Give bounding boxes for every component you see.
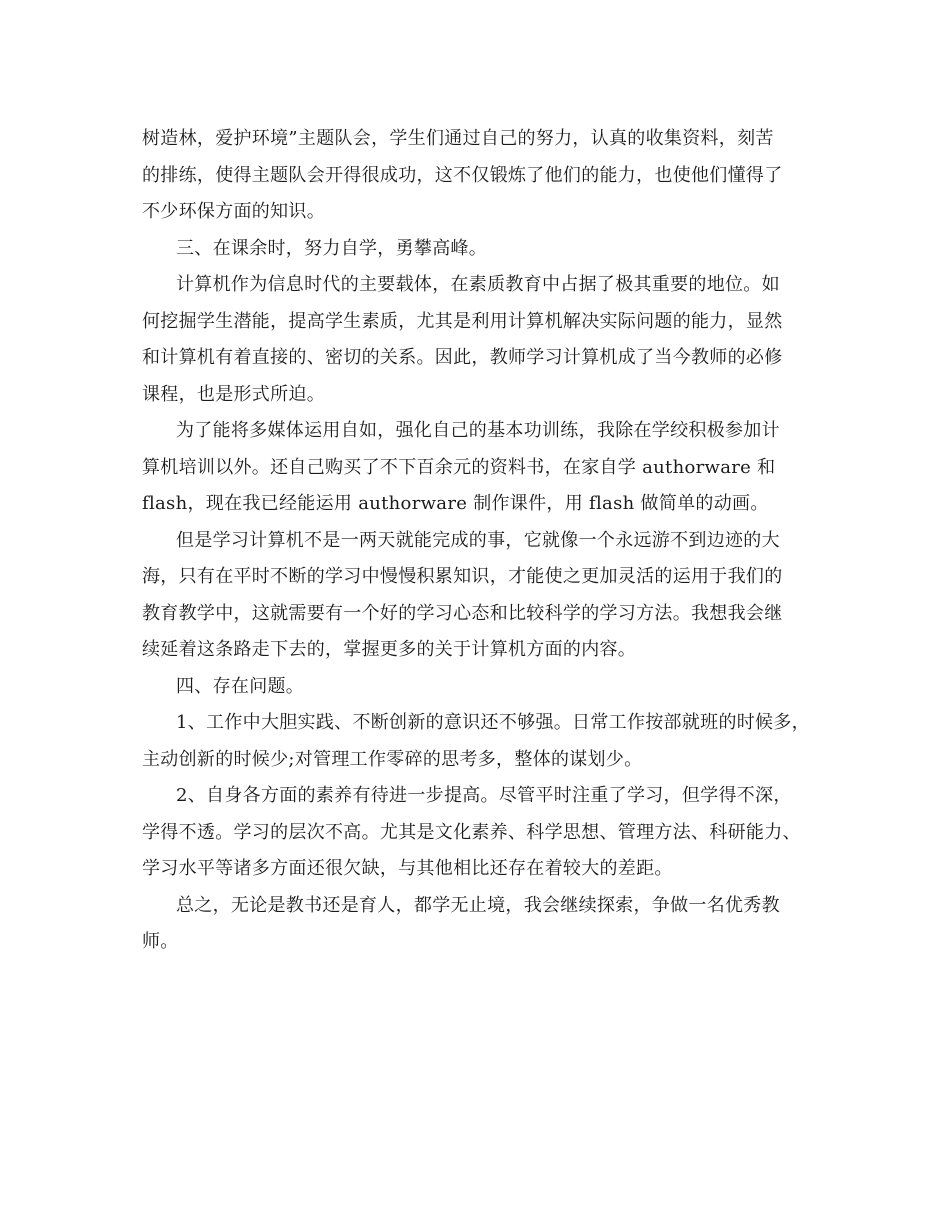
text-line: 的排练，使得主题队会开得很成功，这不仅锻炼了他们的能力，也使他们懂得了: [142, 164, 783, 186]
text-line: 树造林，爱护环境”主题队会，学生们通过自己的努力，认真的收集资料，刻苦: [142, 128, 774, 149]
text-line: 主动创新的时候少;对管理工作零碎的思考多，整体的谋划少。: [142, 748, 643, 770]
section-heading: 三、在课余时，努力自学，勇攀高峰。: [176, 237, 488, 259]
text-line: 何挖掘学生潜能，提高学生素质，尤其是利用计算机解决实际问题的能力，显然: [142, 310, 783, 332]
text-line: 学习水平等诸多方面还很欠缺，与其他相比还存在着较大的差距。: [142, 858, 673, 879]
text-line: 但是学习计算机不是一两天就能完成的事，它就像一个永远游不到边迹的大: [176, 529, 780, 551]
text-line: 2、自身各方面的素养有待进一步提高。尽管平时注重了学习，但学得不深，: [176, 785, 792, 806]
text-line: 不少环保方面的知识。: [142, 201, 325, 222]
text-line: 海，只有在平时不断的学习中慢慢积累知识，才能使之更加灵活的运用于我们的: [142, 566, 783, 587]
text-line: 和计算机有着直接的、密切的关系。因此，教师学习计算机成了当今教师的必修: [142, 347, 783, 368]
document-body: [142, 121, 832, 961]
text-line: 学得不透。学习的层次不高。尤其是文化素养、科学思想、管理方法、科研能力、: [142, 821, 801, 843]
text-line: 1、工作中大胆实践、不断创新的意识还不够强。日常工作按部就班的时候多，: [176, 712, 810, 733]
text-line: 计算机作为信息时代的主要载体，在素质教育中占据了极其重要的地位。如: [176, 274, 780, 295]
text-line: 总之，无论是教书还是育人，都学无止境，我会继续探索，争做一名优秀教: [176, 894, 780, 916]
text-line: 为了能将多媒体运用自如，强化自己的基本功训练，我除在学绞积极参加计: [176, 420, 780, 441]
text-line: 教育教学中，这就需要有一个好的学习心态和比较科学的学习方法。我想我会继: [142, 602, 783, 624]
text-line: 课程，也是形式所迫。: [142, 383, 325, 405]
section-heading: 四、存在问题。: [176, 675, 305, 697]
text-line: 算机培训以外。还自己购买了不下百余元的资料书，在家自学 authorware 和: [142, 456, 776, 478]
text-line: 师。: [142, 931, 179, 952]
text-line: 续延着这条路走下去的，掌握更多的关于计算机方面的内容。: [142, 639, 637, 660]
text-line: flash，现在我已经能运用 authorware 制作课件，用 flash 做简单的动画。: [142, 493, 769, 514]
